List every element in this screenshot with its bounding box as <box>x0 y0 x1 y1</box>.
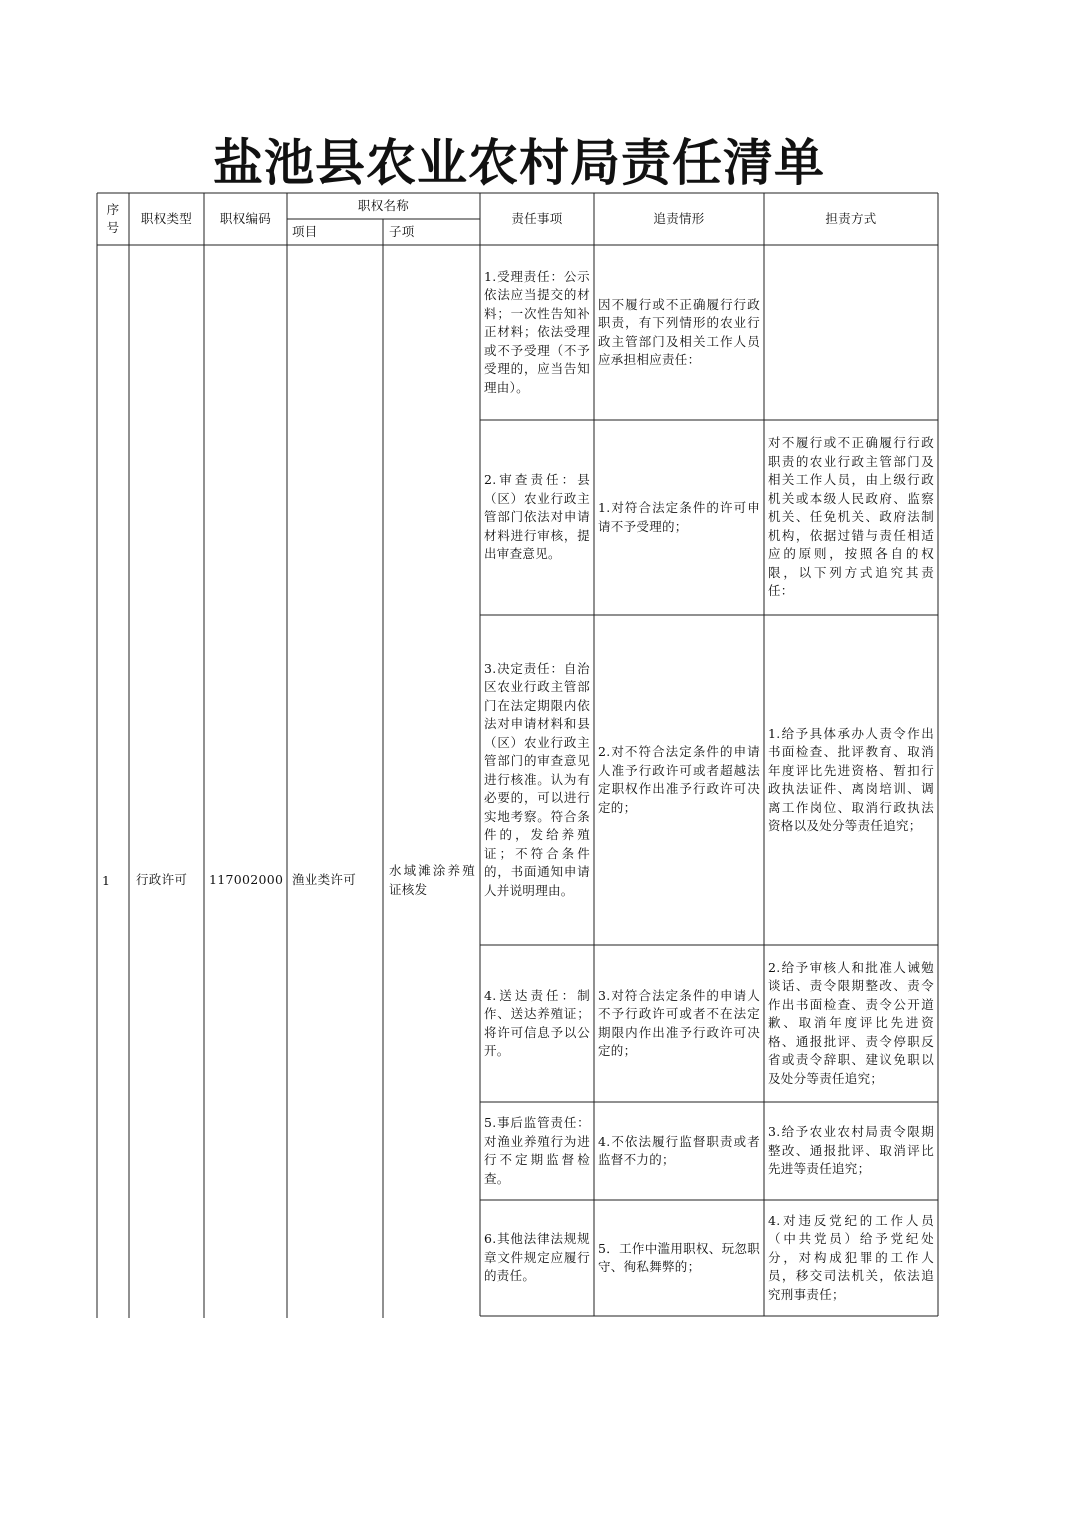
duty-cell-4 <box>480 945 594 1102</box>
header-name <box>287 193 480 219</box>
row-seq-value: 1 <box>102 873 111 888</box>
method-text-5: 3.给予农业农村局责令限期整改、通报批评、取消评比先进等责任追究； <box>768 1124 934 1177</box>
duty-cell-3 <box>480 615 594 945</box>
situation-cell-1 <box>594 245 764 420</box>
situation-cell-3 <box>594 615 764 945</box>
row-item <box>287 245 383 1316</box>
header-name-label: 职权名称 <box>357 197 410 213</box>
method-cell-1 <box>764 245 938 420</box>
method-text-4: 2.给予审核人和批准人诫勉谈话、责令限期整改、责令作出书面检查、责令公开道歉、取消年度评比先进资格、通报批评、责令停职反省或责令辞职、建议免职以及处分等责任追究； <box>768 959 934 1086</box>
situation-text-3: 2.对不符合法定条件的申请人准予行政许可或者超越法定职权作出准予行政许可决定的； <box>598 744 760 815</box>
row-type <box>129 245 204 1316</box>
method-cell-4 <box>764 945 938 1102</box>
method-cell-6 <box>764 1200 938 1316</box>
situation-text-4: 3.对符合法定条件的申请人不予行政许可或者不在法定期限内作出准予行政许可决定的； <box>598 987 760 1058</box>
method-text-6: 4.对违反党纪的工作人员（中共党员）给予党纪处分，对构成犯罪的工作人员，移交司法机关，依法追究刑事责任； <box>768 1212 934 1302</box>
duty-cell-1 <box>480 245 594 420</box>
duty-text-4: 4.送达责任：制作、送达养殖证；将许可信息予以公开。 <box>484 987 590 1058</box>
header-type-label: 职权类型 <box>140 210 193 226</box>
row-type-value: 行政许可 <box>136 872 188 887</box>
situation-cell-6 <box>594 1200 764 1316</box>
page-title <box>0 128 1074 198</box>
duty-cell-6 <box>480 1200 594 1316</box>
header-duty-label: 责任事项 <box>511 210 563 226</box>
method-cell-5 <box>764 1102 938 1200</box>
duty-text-5: 5.事后监管责任：对渔业养殖行为进行不定期监督检查。 <box>484 1115 590 1186</box>
duty-text-6: 6.其他法律法规规章文件规定应履行的责任。 <box>484 1231 590 1284</box>
situation-text-1: 因不履行或不正确履行行政职责，有下列情形的农业行政主管部门及相关工作人员应承担相应责任： <box>598 296 760 367</box>
row-seq <box>97 245 129 1516</box>
duty-text-2: 2.审查责任：县（区）农业行政主管部门依法对申请材料进行审核，提出审查意见。 <box>484 472 590 562</box>
header-seq-label: 序号 <box>106 201 120 235</box>
header-situation <box>594 193 764 245</box>
method-cell-3 <box>764 615 938 945</box>
header-seq <box>97 193 129 245</box>
duty-text-1: 1.受理责任：公示依法应当提交的材料；一次性告知补正材料；依法受理或不予受理（不予受理的，应当告知理由）。 <box>484 268 590 395</box>
header-situation-label: 追责情形 <box>653 210 705 226</box>
header-method <box>764 193 938 245</box>
duty-text-3: 3.决定责任：自治区农业行政主管部门在法定期限内依法对申请材料和县（区）农业行政主管部门的审查意见进行核准。认为有必要的，可以进行实地考察。符合条件的，发给养殖证；不符合条件的，书面通知申请人并说明理由。 <box>484 660 590 898</box>
row-code <box>204 245 287 1316</box>
situation-cell-2 <box>594 420 764 615</box>
header-code <box>204 193 287 245</box>
header-item <box>287 219 383 245</box>
header-type <box>129 193 204 245</box>
duty-cell-5 <box>480 1102 594 1200</box>
page-title-text: 盐池县农业农村局责任清单 <box>213 134 825 192</box>
situation-cell-4 <box>594 945 764 1102</box>
duty-cell-2 <box>480 420 594 615</box>
method-text-2: 对不履行或不正确履行行政职责的农业行政主管部门及相关工作人员，由上级行政机关或本级人民政府、监察机关、任免机关、政府法制机构，依据过错与责任相适应的原则，按照各自的权限，以下列方式追究其责任： <box>768 435 934 599</box>
header-subitem <box>383 219 480 245</box>
header-item-label: 项目 <box>292 223 318 239</box>
row-item-value: 渔业类许可 <box>292 872 357 887</box>
header-duty <box>480 193 594 245</box>
row-subitem-value: 水域滩涂养殖证核发 <box>389 863 475 897</box>
situation-text-2: 1.对符合法定条件的许可申请不予受理的； <box>598 500 760 534</box>
situation-text-5: 4.不依法履行监督职责或者监督不力的； <box>598 1133 760 1167</box>
header-code-label: 职权编码 <box>219 210 272 226</box>
situation-text-6: 5．工作中滥用职权、玩忽职守、徇私舞弊的； <box>598 1240 760 1274</box>
method-text-3: 1.给予具体承办人责令作出书面检查、批评教育、取消年度评比先进资格、暂扣行政执法证件、离岗培训、调离工作岗位、取消行政执法资格以及处分等责任追究； <box>768 725 934 833</box>
row-subitem <box>383 245 480 1316</box>
method-cell-2 <box>764 420 938 615</box>
situation-cell-5 <box>594 1102 764 1200</box>
header-method-label: 担责方式 <box>825 210 877 226</box>
header-subitem-label: 子项 <box>389 223 415 239</box>
row-code-value: 117002000 <box>209 872 284 887</box>
